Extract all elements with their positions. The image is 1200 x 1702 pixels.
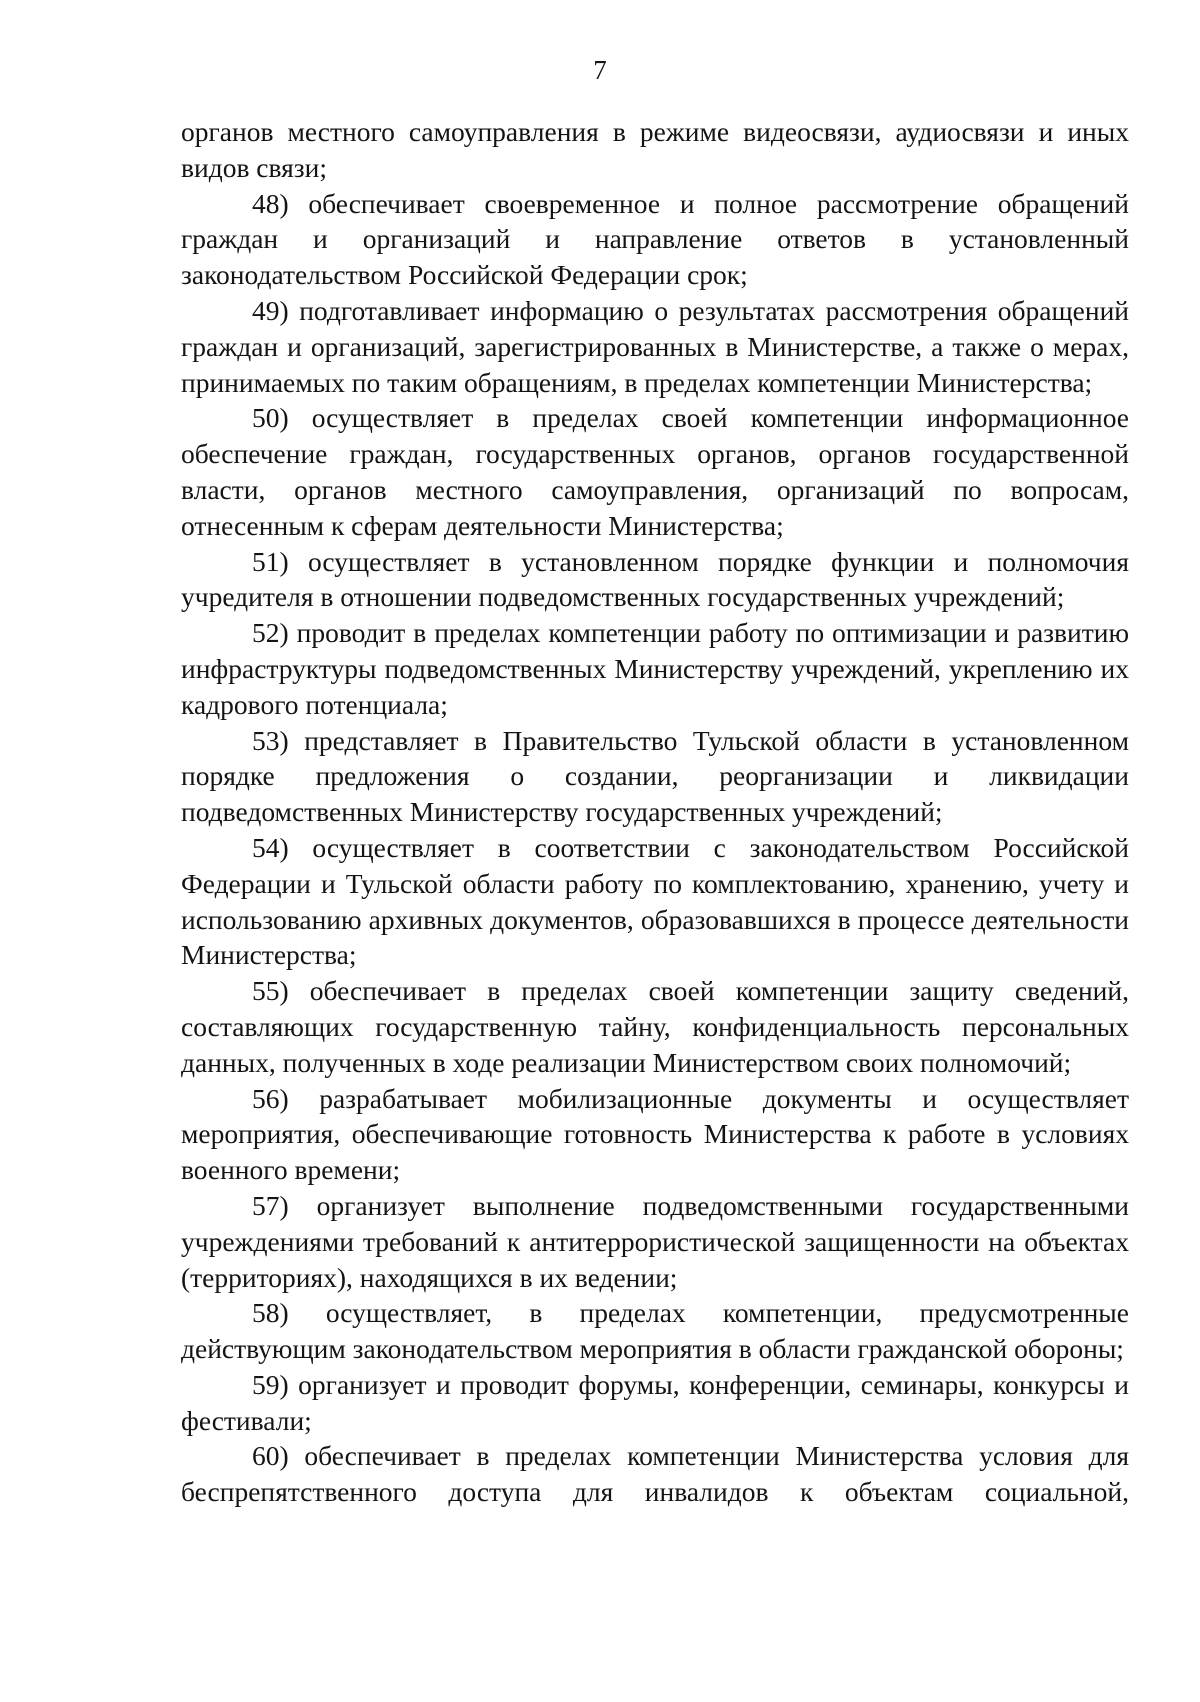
- paragraph-item-49: 49) подготавливает информацию о результатах рассмотрения обращений граждан и организаций, зарегистрированных в Министерстве, а также о мерах, принимаемых по таким обращениям, в пределах компетенции Министерства;: [181, 294, 1129, 398]
- paragraph-continuation: органов местного самоуправления в режиме видеосвязи, аудиосвязи и иных видов связи;: [181, 116, 1129, 183]
- document-body: [181, 114, 1129, 1510]
- paragraph-item-58: 58) осуществляет, в пределах компетенции, предусмотренные действующим законодательством мероприятия в области гражданской обороны;: [181, 1297, 1129, 1365]
- paragraph-item-59: 59) организует и проводит форумы, конференции, семинары, конкурсы и фестивали;: [181, 1368, 1129, 1436]
- paragraph-item-51: 51) осуществляет в установленном порядке функции и полномочия учредителя в отношении подведомственных государственных учреждений;: [181, 545, 1129, 613]
- page-number: 7: [593, 55, 607, 85]
- paragraph-item-57: 57) организует выполнение подведомственными государственными учреждениями требований к антитеррористической защищенности на объектах (территориях), находящихся в их ведении;: [181, 1189, 1129, 1293]
- paragraph-item-56: 56) разрабатывает мобилизационные документы и осуществляет мероприятия, обеспечивающие готовность Министерства к работе в условиях военного времени;: [181, 1082, 1129, 1186]
- paragraph-item-54: 54) осуществляет в соответствии с законодательством Российской Федерации и Тульской области работу по комплектованию, хранению, учету и использованию архивных документов, образовавшихся в процессе деятельности Министерства;: [181, 831, 1129, 971]
- paragraph-item-53: 53) представляет в Правительство Тульской области в установленном порядке предложения о создании, реорганизации и ликвидации подведомственных Министерству государственных учреждений;: [181, 724, 1129, 828]
- paragraph-item-55: 55) обеспечивает в пределах своей компетенции защиту сведений, составляющих государственную тайну, конфиденциальность персональных данных, полученных в ходе реализации Министерством своих полномочий;: [181, 975, 1129, 1078]
- paragraph-item-48: 48) обеспечивает своевременное и полное рассмотрение обращений граждан и организаций и направление ответов в установленный законодательством Российской Федерации срок;: [181, 187, 1129, 291]
- paragraph-item-50: 50) осуществляет в пределах своей компетенции информационное обеспечение граждан, государственных органов, органов государственной власти, органов местного самоуправления, организаций по вопросам, отнесенным к сферам деятельности Министерства;: [181, 402, 1129, 541]
- paragraph-item-60: 60) обеспечивает в пределах компетенции Министерства условия для беспрепятственного доступа для инвалидов к объектам социальной,: [181, 1440, 1129, 1508]
- paragraph-item-52: 52) проводит в пределах компетенции работу по оптимизации и развитию инфраструктуры подведомственных Министерству учреждений, укреплению их кадрового потенциала;: [181, 617, 1129, 720]
